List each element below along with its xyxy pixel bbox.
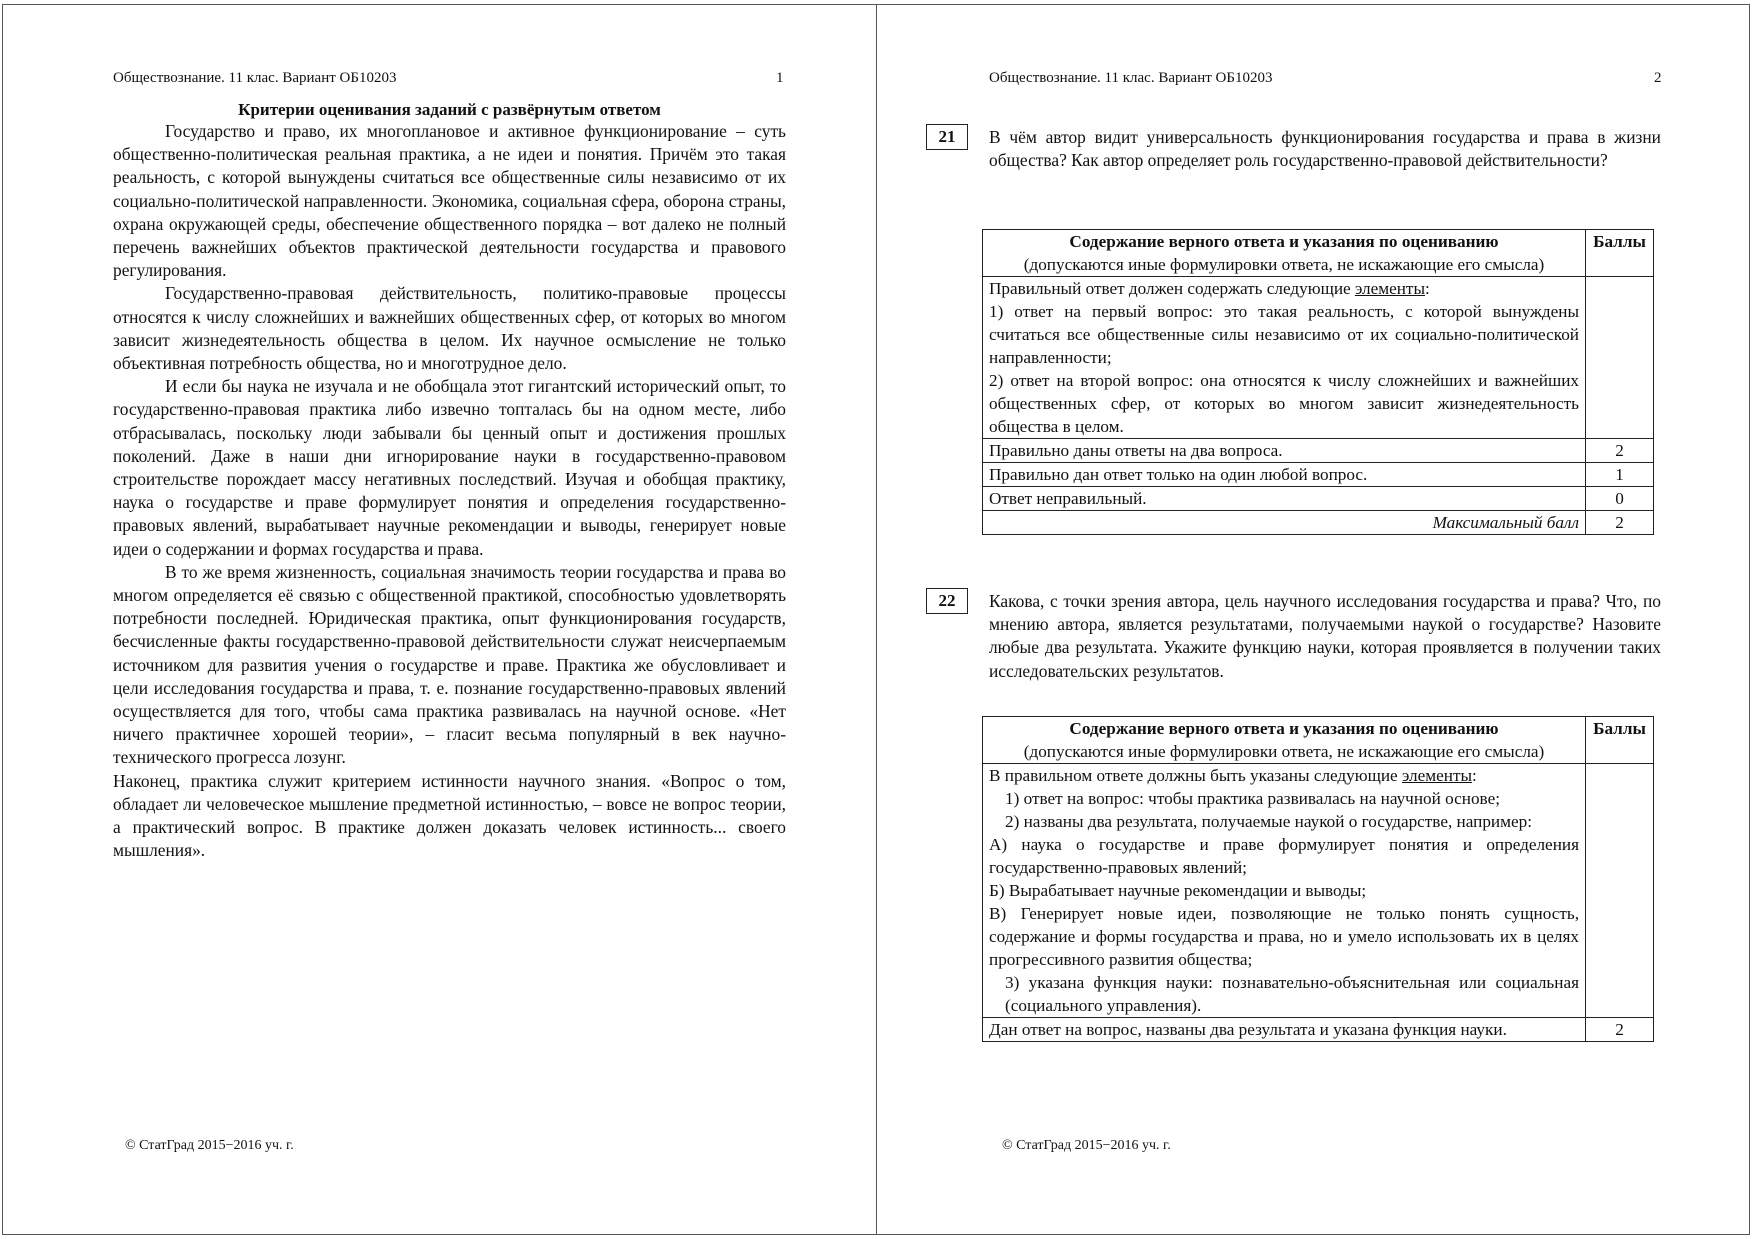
page-number: 1	[776, 70, 784, 86]
criterion-text: Правильно даны ответы на два вопроса.	[983, 439, 1586, 463]
paragraph: Наконец, практика служит критерием истинности научного знания. «Вопрос о том, обладает ли человеческое мышление предметной истинностью, – вовсе не вопрос теории, а практический вопрос. В практике должен доказать человек истинность... своего мышления».	[113, 770, 786, 861]
element-item: 1) ответ на вопрос: чтобы практика развивалась на научной основе;	[1005, 789, 1500, 808]
answer-elements: В правильном ответе должны быть указаны следующие элементы: 1) ответ на вопрос: чтобы практика развивалась на научной основе; 2) названы два результата, получаемые наукой о государстве, например: А) наука о государстве и праве формулирует понятия и определения государственно-правовых явлений; Б) Вырабатывает научные рекомендации и выводы; В) Генерирует новые идеи, позволяющие не только понять сущность, содержание и формы государства и права, но и умело использовать их в целях прогрессивного развития общества; 3) указана функция науки: познавательно-объяснительная или социальная (социального управления).	[983, 764, 1586, 1018]
paragraph: Государство и право, их многоплановое и активное функционирование – суть общественно-политическая реальная практика, а не идеи и понятия. Причём это такая реальность, с которой вынуждены считаться все общественные силы независимо от их социально-политической направленности. Экономика, социальная сфера, оборона страны, охрана окружающей среды, обеспечение общественного порядка – вот далеко не полный перечень важнейших объектов практической деятельности государства и правового регулирования.	[113, 121, 786, 281]
criterion-points: 1	[1586, 463, 1654, 487]
content-header-title: Содержание верного ответа и указания по оцениванию	[1069, 232, 1499, 251]
question-number-22: 22	[926, 588, 968, 614]
criteria-table-21	[982, 229, 1654, 535]
table-header-row	[983, 717, 1654, 764]
content-header-note: (допускаются иные формулировки ответа, не искажающие его смысла)	[1023, 742, 1545, 761]
criterion-points: 2	[1586, 1018, 1654, 1042]
elements-term: элементы	[1354, 279, 1425, 298]
page-footer: © СтатГрад 2015−2016 уч. г.	[1002, 1138, 1171, 1153]
elements-row	[983, 277, 1654, 439]
criterion-text: Ответ неправильный.	[983, 487, 1586, 511]
criterion-text: Дан ответ на вопрос, названы два результата и указана функция науки.	[983, 1018, 1586, 1042]
element-subitem: В) Генерирует новые идеи, позволяющие не только понять сущность, содержание и формы государства и права, но и умело использовать их в целях прогрессивного развития общества;	[989, 904, 1579, 969]
criterion-points: 0	[1586, 487, 1654, 511]
content-header-note: (допускаются иные формулировки ответа, не искажающие его смысла)	[1023, 255, 1545, 274]
element-item: 2) названы два результата, получаемые наукой о государстве, например:	[1005, 812, 1533, 831]
left-page	[0, 0, 876, 1239]
element-item: 1) ответ на первый вопрос: это такая реальность, с которой вынуждены считаться все общественные силы независимо от их социально-политической направленности;	[989, 302, 1579, 367]
question-22-text: Какова, с точки зрения автора, цель научного исследования государства и права? Что, по мнению автора, является результатами, получаемыми наукой о государстве? Назовите любые два результата. Укажите функцию науки, которая проявляется в получении таких исследовательских результатов.	[989, 591, 1661, 681]
table-row	[983, 1018, 1654, 1042]
answer-elements: Правильный ответ должен содержать следующие элементы: 1) ответ на первый вопрос: это такая реальность, с которой вынуждены считаться все общественные силы независимо от их социально-политической направленности; 2) ответ на второй вопрос: она относятся к числу сложнейших и важнейших общественных сфер, от которых во многом зависит жизнедеятельность общества в целом.	[983, 277, 1586, 439]
content-header-title: Содержание верного ответа и указания по оцениванию	[1069, 719, 1499, 738]
table-header-row	[983, 230, 1654, 277]
table-row	[983, 463, 1654, 487]
max-score-label: Максимальный балл	[983, 511, 1586, 535]
points-header: Баллы	[1586, 717, 1654, 764]
page-footer: © СтатГрад 2015−2016 уч. г.	[125, 1138, 294, 1153]
content-header	[983, 230, 1586, 277]
right-page	[877, 0, 1754, 1239]
paragraph: Государственно-правовая действительность, политико-правовые процессы относятся к числу сложнейших и важнейших общественных сфер, от которых во многом зависит жизнедеятельность общества в целом. Их научное осмысление не только объективная потребность общества, но и многотрудное дело.	[113, 283, 786, 374]
table-row	[983, 439, 1654, 463]
page-number: 2	[1654, 70, 1662, 86]
elements-row	[983, 764, 1654, 1018]
page-header: Обществознание. 11 клас. Вариант ОБ10203	[989, 70, 1273, 86]
table-row	[983, 487, 1654, 511]
max-score-row	[983, 511, 1654, 535]
content-header	[983, 717, 1586, 764]
elements-term: элементы	[1401, 766, 1473, 785]
source-text	[113, 120, 786, 863]
criterion-points: 2	[1586, 439, 1654, 463]
element-subitem: Б) Вырабатывает научные рекомендации и выводы;	[989, 881, 1367, 900]
paragraph: В то же время жизненность, социальная значимость теории государства и права во многом определяется её связью с общественной практикой, способностью удовлетворять потребности последней. Юридическая практика, опыт функционирования государств, бесчисленные факты государственно-правовой действительности служат неисчерпаемым источником для развития учения о государстве и праве. Практика же обусловливает и цели исследования государства и права, т. е. познание государственно-правовых явлений осуществляется для того, чтобы сама практика развивалась на научной основе. «Нет ничего практичнее хорошей теории», – гласит весьма популярный в век научно-технического прогресса лозунг.	[113, 561, 786, 768]
paragraph: И если бы наука не изучала и не обобщала этот гигантский исторический опыт, то государственно-правовая практика либо извечно топталась бы на одном месте, либо отбрасывалась, поскольку люди забывали бы ценный опыт и достижения прошлых поколений. Даже в наши дни игнорирование науки в государственно-правовом строительстве порождает массу негативных последствий. Изучая и обобщая практику, наука о государстве и праве формулирует понятия и определения государственно-правовых явлений, вырабатывает научные рекомендации и выводы, генерирует новые идеи о содержании и формах государства и права.	[113, 376, 786, 559]
element-item: 2) ответ на второй вопрос: она относятся к числу сложнейших и важнейших общественных сфер, от которых во многом зависит жизнедеятельность общества в целом.	[989, 371, 1579, 436]
element-subitem: А) наука о государстве и праве формулирует понятия и определения государственно-правовых явлений;	[989, 835, 1579, 877]
criteria-table-22	[982, 716, 1654, 1042]
page-title: Критерии оценивания заданий с развёрнутым ответом	[238, 100, 661, 119]
page-header: Обществознание. 11 клас. Вариант ОБ10203	[113, 70, 397, 86]
element-item: 3) указана функция науки: познавательно-объяснительная или социальная (социального управления).	[1005, 973, 1579, 1015]
question-21-text: В чём автор видит универсальность функционирования государства и права в жизни общества? Как автор определяет роль государственно-правовой действительности?	[989, 127, 1661, 171]
question-number-21: 21	[926, 124, 968, 150]
criterion-text: Правильно дан ответ только на один любой вопрос.	[983, 463, 1586, 487]
max-score-points: 2	[1586, 511, 1654, 535]
points-header: Баллы	[1586, 230, 1654, 277]
